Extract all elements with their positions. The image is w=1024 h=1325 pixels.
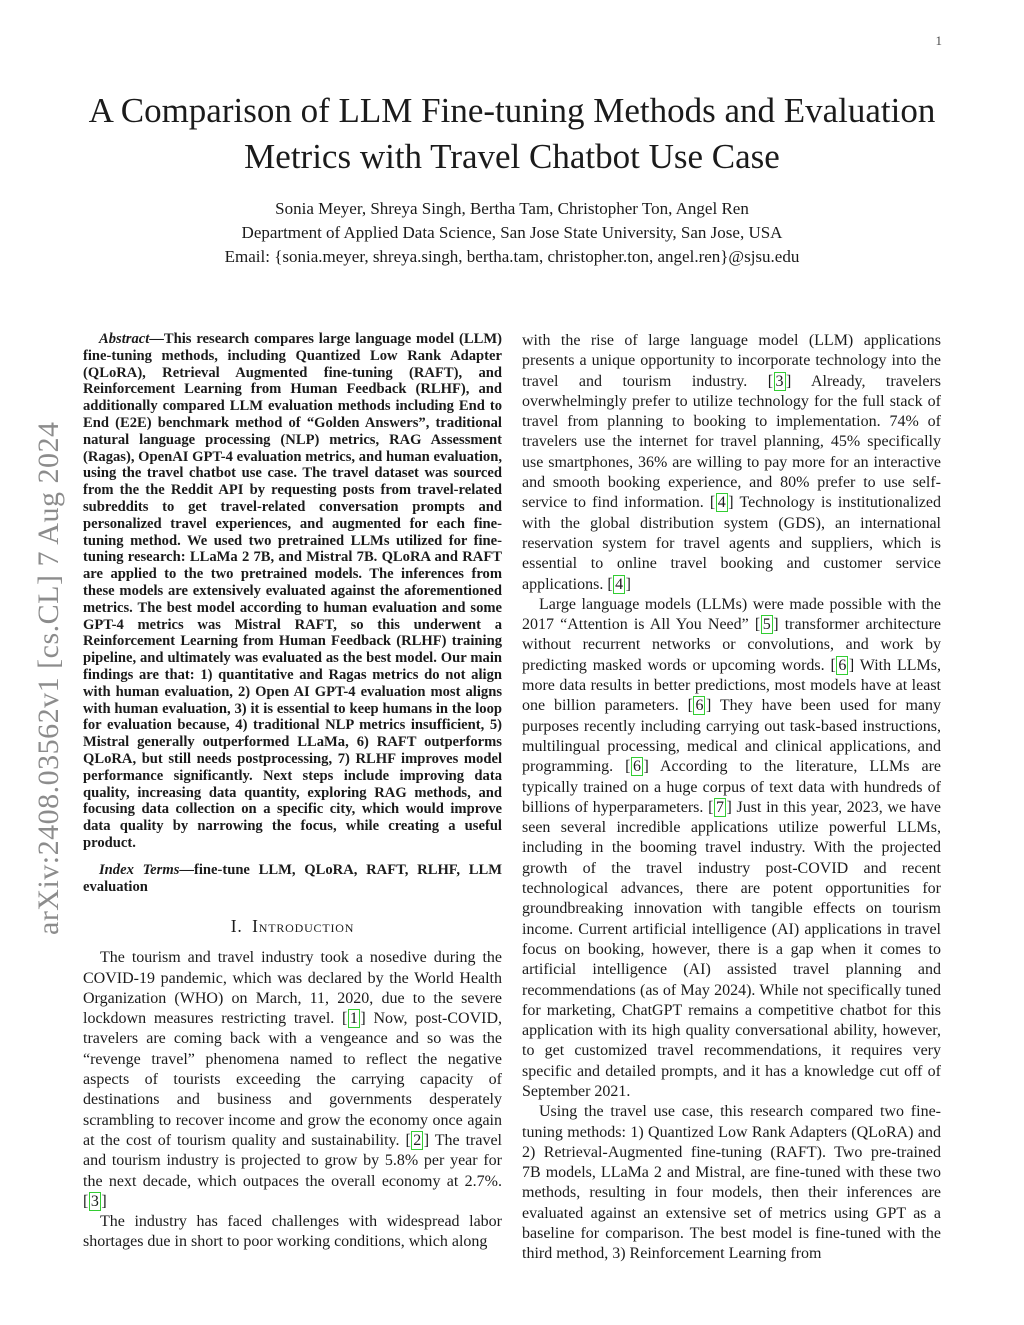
left-column — [83, 331, 502, 1265]
page-number: 1 — [935, 33, 942, 48]
paper-header — [0, 0, 1024, 267]
intro-paragraph-5: Using the travel use case, this research compared two fine-tuning methods: 1) Quantized Low Rank Adapters (QLoRA) and 2) Retrieval-Augmented fine-tuning (RAFT). Two pre-trained 7B models, LLaMa 2 and Mistral, are fine-tuned with these two methods, resulting in four models, then their inferences are evaluated against an extensive set of metrics using GPT as a baseline for comparison. The best model is fine-tuned with the third method, 3) Reinforcement Learning from — [522, 1103, 941, 1263]
index-terms-paragraph — [83, 862, 502, 896]
email-line: Email: {sonia.meyer, shreya.singh, bertha.tam, christopher.ton, angel.ren}@sjsu.edu — [224, 247, 800, 266]
intro-paragraph-2: The industry has faced challenges with widespread labor shortages due in short to poor working conditions, which along — [83, 1213, 502, 1251]
citation-link[interactable]: 4 — [615, 575, 624, 593]
intro-paragraph-4: Large language models (LLMs) were made possible with the 2017 “Attention is All You Need” [ 5 ] transformer architecture without recurrent networks or convolutions, and work by predicting masked words or upcoming words. [ 6 ] With LLMs, more data results in better predictions, most models have at least one billion parameters. [ 6 ] They have been used for many purposes recently including carrying out task-based instructions, multilingual processing, medical and clinical applications, and programming. [ 6 ] According to the literature, LLMs are typically trained on a huge corpus of text data with hundreds of billions of hyperparameters. [ 7 ] Just in this year, 2023, we have seen several incredible applications utilize powerful LLMs, including in the booming travel industry. With the projected growth of the travel industry post-COVID and recent technological advances, there are potent opportunities for groundbreaking innovation with tangible effects on tourism income. Current artificial intelligence (AI) applications in travel focus on booking, however, there is a gap when it comes to artificial intelligence (AI) assisted travel planning and recommendations (as of May 2024). While not specifically tuned for marketing, ChatGPT remains a competitive chatbot for this application with its high quality conversational ability, however, to get customized travel recommendations, it requires very specific and detailed prompts, and it has a knowledge cut off of September 2021. — [522, 595, 942, 1100]
citation-link[interactable]: 5 — [762, 616, 771, 634]
citation-link[interactable]: 6 — [838, 656, 847, 674]
abstract-text: —This research compares large language model (LLM) fine-tuning methods, including Quantized Low Rank Adapter (QLoRA), Retrieval Augmented fine-tuning (RAFT), and Reinforcement Learning from Human Feedback (RLHF), and additionally compared LLM evaluation methods including End to End (E2E) benchmark method of “Golden Answers”, traditional natural language processing (NLP) metrics, RAG Assessment (Ragas), OpenAI GPT-4 evaluation metrics, and human evaluation, using the travel chatbot use case. The travel dataset was sourced from the the Reddit API by requesting posts from travel-related subreddits to get travel-related conversation prompts and personalized travel experiences, and augmented for each fine-tuning method. We used two pretrained LLMs utilized for fine-tuning research: LLaMa 2 7B, and Mistral 7B. QLoRA and RAFT are applied to the two pretrained models. The inferences from these models are extensively evaluated against the aforementioned metrics. The best model according to human evaluation and some GPT-4 metrics was Mistral RAFT, so this underwent a Reinforcement Learning from Human Feedback (RLHF) training pipeline, and ultimately was evaluated as the best model. Our main findings are that: 1) quantitative and Ragas metrics do not align with human evaluation, 2) Open AI GPT-4 evaluation most aligns with human evaluation, 3) it is essential to keep humans in the loop for evaluation because, 4) traditional NLP metrics insufficient, 5) Mistral generally outperformed LLaMa, 6) RAFT outperforms QLoRA, but still needs postprocessing, 7) RLHF improves model performance significantly. Next steps include improving data quality, increasing data quantity, exploring RAG methods, and focusing data collection on a specific city, which would improve data quality by narrowing the focus, while creating a useful product. — [83, 331, 502, 851]
citation-link[interactable]: 1 — [349, 1010, 358, 1028]
authors-line: Sonia Meyer, Shreya Singh, Bertha Tam, Christopher Ton, Angel Ren — [275, 199, 749, 218]
citation-link[interactable]: 4 — [717, 494, 726, 512]
section-heading-introduction: I. Introduction — [230, 916, 355, 937]
affiliation-line: Department of Applied Data Science, San Jose State University, San Jose, USA — [241, 223, 783, 242]
two-column-body — [83, 331, 941, 1265]
citation-link[interactable]: 6 — [695, 697, 704, 715]
citation-link[interactable]: 6 — [632, 758, 641, 776]
intro-paragraph-3: with the rise of large language model (LLM) applications presents a unique opportunity to incorporate technology into the travel and tourism industry. [ 3 ] Already, travelers overwhelmingly prefer to utilize technology for the full stack of travel from planning to booking to implementation. 74% of travelers use the internet for travel planning, 45% specifically use smartphones, 36% are willing to pay more for an interactive and smooth booking experience, and 80% prefer to use self-service to find information. [ 4 ] Technology is institutionalized with the global distribution system (GDS), an international reservation system for travel agents and suppliers, which is essential to online travel booking and customer service applications. [ 4 ] — [522, 332, 942, 593]
intro-paragraph-1: The tourism and travel industry took a nosedive during the COVID-19 pandemic, which was declared by the World Health Organization (WHO) on March, 11, 2020, due to the severe lockdown measures restricting travel. [ 1 ] Now, post-COVID, travelers are coming back with a vengeance and so was the “revenge travel” phenomena named to reflect the negative aspects of tourists exceeding the carrying capacity of destinations and business and governments desperately scrambling to recover income and grow the economy once again at the cost of tourism quality and sustainability. [ 2 ] The travel and tourism industry is projected to grow by 5.8% per year for the next decade, which outpaces the overall economy at 2.7%. [ 3 ] — [83, 949, 502, 1210]
abstract-label: Abstract — [99, 331, 150, 347]
citation-link[interactable]: 2 — [413, 1131, 422, 1149]
right-column — [522, 331, 941, 1265]
paper-title: A Comparison of LLM Fine-tuning Methods and Evaluation Metrics with Travel Chatbot Use Case — [88, 91, 936, 176]
citation-link[interactable]: 3 — [775, 372, 784, 390]
arxiv-watermark: arXiv:2408.03562v1 [cs.CL] 7 Aug 2024 — [32, 421, 65, 935]
citation-link[interactable]: 7 — [715, 798, 724, 816]
citation-link[interactable]: 3 — [90, 1192, 99, 1210]
abstract-paragraph — [83, 331, 502, 852]
index-terms-text: —fine-tune LLM, QLoRA, RAFT, RLHF, LLM evaluation — [83, 861, 502, 895]
index-terms-label: Index Terms — [99, 861, 180, 878]
